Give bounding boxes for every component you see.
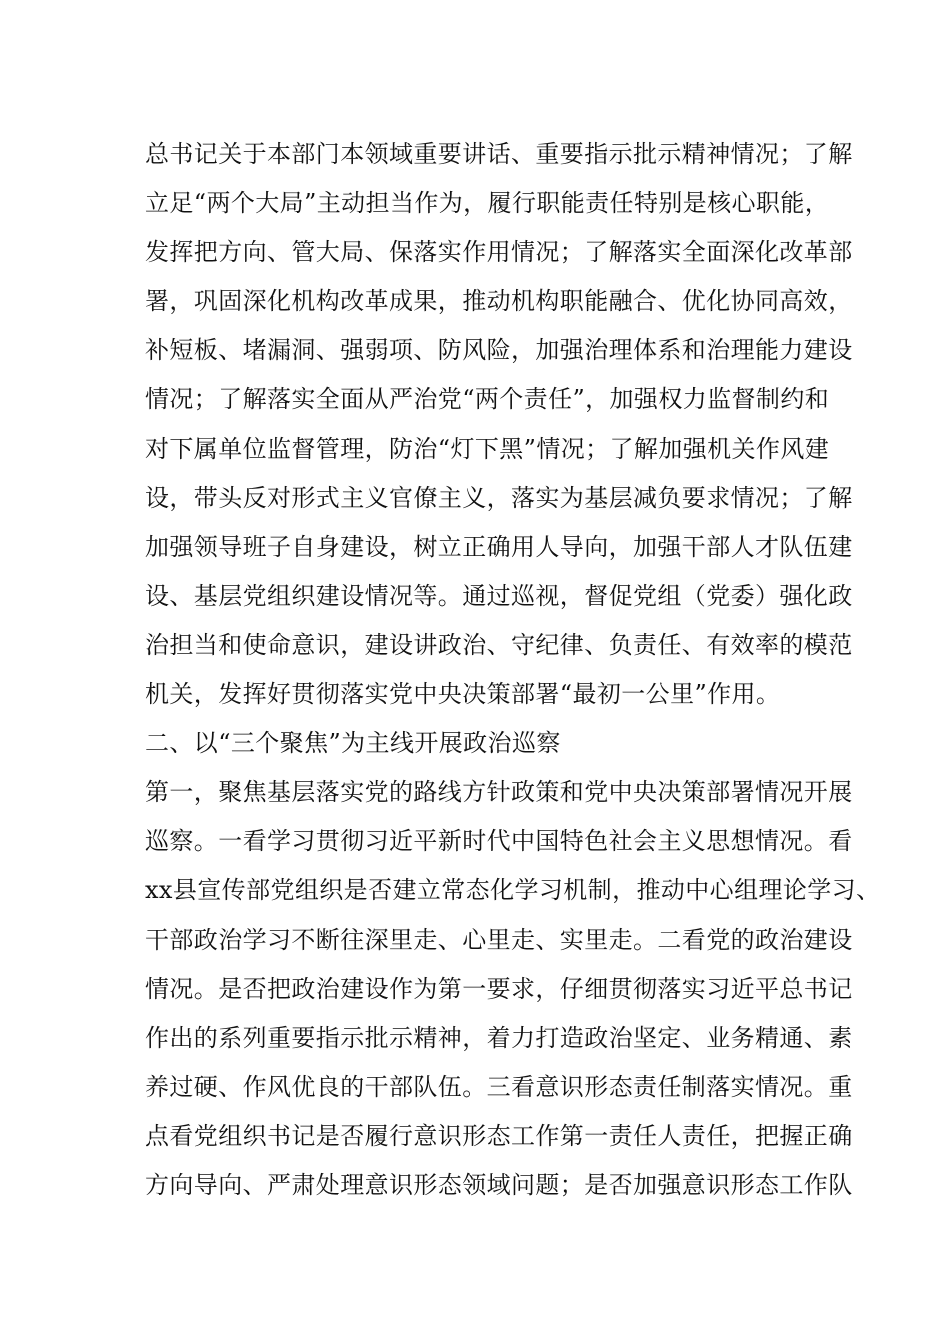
text-line-16: xx县宣传部党组织是否建立常态化学习机制，推动中心组理论学习、 bbox=[145, 876, 881, 905]
text-line-14: 第一，聚焦基层落实党的路线方针政策和党中央决策部署情况开展 bbox=[145, 778, 853, 807]
text-line-1: 总书记关于本部门本领域重要讲话、重要指示批示精神情况；了解 bbox=[145, 140, 853, 168]
text-line-10: 设、基层党组织建设情况等。通过巡视，督促党组（党委）强化政 bbox=[145, 581, 853, 610]
text-line-18: 情况。是否把政治建设作为第一要求，仔细贯彻落实习近平总书记 bbox=[145, 974, 853, 1003]
document-body bbox=[145, 130, 881, 1210]
text-line-19: 作出的系列重要指示批示精神，着力打造政治坚定、业务精通、素 bbox=[145, 1023, 853, 1052]
text-line-12: 机关，发挥好贯彻落实党中央决策部署“最初一公里”作用。 bbox=[145, 680, 781, 709]
text-line-3: 发挥把方向、管大局、保落实作用情况；了解落实全面深化改革部 bbox=[145, 238, 853, 267]
text-line-5: 补短板、堵漏洞、强弱项、防风险，加强治理体系和治理能力建设 bbox=[145, 336, 853, 365]
text-line-8: 设，带头反对形式主义官僚主义，落实为基层减负要求情况；了解 bbox=[145, 483, 853, 512]
text-line-17: 干部政治学习不断往深里走、心里走、实里走。二看党的政治建设 bbox=[145, 925, 853, 954]
text-line-2: 立足“两个大局”主动担当作为，履行职能责任特别是核心职能， bbox=[145, 189, 830, 218]
text-line-4: 署，巩固深化机构改革成果，推动机构职能融合、优化协同高效， bbox=[145, 287, 853, 316]
text-line-11: 治担当和使命意识，建设讲政治、守纪律、负责任、有效率的模范 bbox=[145, 630, 853, 659]
text-line-7: 对下属单位监督管理，防治“灯下黑”情况；了解加强机关作风建 bbox=[145, 434, 830, 463]
text-line-9: 加强领导班子自身建设，树立正确用人导向，加强干部人才队伍建 bbox=[145, 532, 853, 561]
text-line-20: 养过硬、作风优良的干部队伍。三看意识形态责任制落实情况。重 bbox=[145, 1072, 853, 1101]
section-heading: 二、以“三个聚焦”为主线开展政治巡察 bbox=[145, 729, 561, 758]
text-line-22: 方向导向、严肃处理意识形态领域问题；是否加强意识形态工作队 bbox=[145, 1170, 853, 1199]
text-line-21: 点看党组织书记是否履行意识形态工作第一责任人责任，把握正确 bbox=[145, 1121, 853, 1150]
text-line-15: 巡察。一看学习贯彻习近平新时代中国特色社会主义思想情况。看 bbox=[145, 827, 853, 856]
text-line-6: 情况；了解落实全面从严治党“两个责任”，加强权力监督制约和 bbox=[145, 385, 830, 414]
